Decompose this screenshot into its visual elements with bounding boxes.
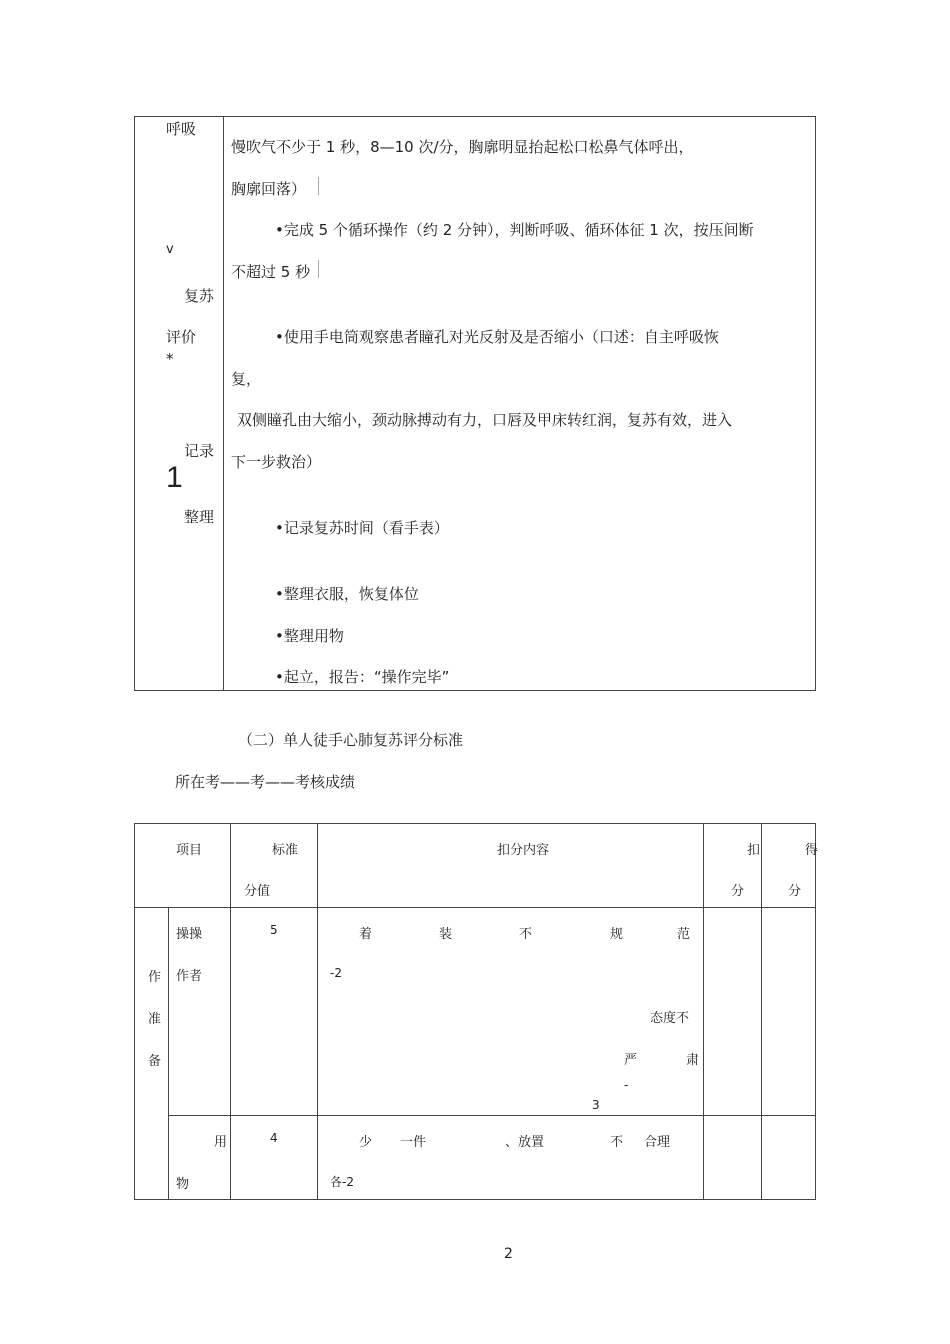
row2-text-5: 合理: [644, 1135, 671, 1150]
content-line-5: •使用手电筒观察患者瞳孔对光反射及是否缩小（口述：自主呼吸恢: [275, 328, 719, 346]
row2-value: 4: [270, 1131, 278, 1145]
row1-text-9: 肃: [686, 1053, 700, 1068]
row2-name-2: 物: [176, 1177, 190, 1192]
row1-text-10: -: [624, 1078, 629, 1092]
label-record: 记录: [184, 442, 215, 460]
row1-text-4: 规: [610, 927, 624, 942]
row2-text-1: 少: [359, 1135, 373, 1150]
header-standard-1: 标准: [272, 843, 299, 858]
content-line-1: 慢吹气不少于 1 秒，8—10 次/分，胸廓明显抬起松口松鼻气体呼出，: [231, 138, 694, 156]
label-resus: 复苏: [184, 287, 215, 305]
row1-text-8: 严: [624, 1053, 638, 1068]
row2-text-2: 一件: [400, 1135, 427, 1150]
group-char-1: 作: [148, 970, 162, 985]
header-item: 项目: [176, 843, 203, 858]
content-line-4: 不超过 5 秒: [231, 263, 311, 281]
row2-text-6: 各-2: [330, 1175, 354, 1189]
row2-text-4: 不: [610, 1135, 624, 1150]
row1-text-11: 3: [592, 1098, 600, 1112]
content-line-12: •起立，报告：“操作完毕”: [275, 668, 450, 686]
row1-value: 5: [270, 923, 278, 937]
content-line-9: •记录复苏时间（看手表）: [275, 519, 449, 537]
content-line-2: 胸廓回落）: [231, 180, 307, 198]
subtitle: 所在考——考——考核成绩: [175, 773, 356, 791]
label-number: 1: [166, 461, 183, 494]
label-v-mark: v: [166, 242, 174, 257]
row1-name-1: 操操: [176, 927, 203, 942]
row2-name-1: 用: [214, 1135, 228, 1150]
label-breathing: 呼吸: [166, 120, 197, 138]
group-char-2: 准: [148, 1012, 162, 1027]
content-line-7: 双侧瞳孔由大缩小，颈动脉搏动有力，口唇及甲床转红润，复苏有效，进入: [237, 411, 733, 429]
row1-text-5: 范: [677, 927, 691, 942]
content-line-8: 下一步救治）: [231, 453, 322, 471]
row1-text-3: 不: [519, 927, 533, 942]
header-deduct-2: 分: [731, 884, 745, 899]
content-line-3: •完成 5 个循环操作（约 2 分钟），判断呼吸、循环体征 1 次，按压间断: [275, 221, 754, 239]
label-eval: 评价: [166, 328, 197, 346]
label-tidy: 整理: [184, 508, 215, 526]
row1-text-6: -2: [330, 966, 342, 980]
row1-text-7: 态度不: [650, 1011, 690, 1026]
content-line-11: •整理用物: [275, 627, 344, 645]
content-line-10: •整理衣服，恢复体位: [275, 585, 419, 603]
header-deduct-1: 扣: [747, 843, 761, 858]
page-number: 2: [504, 1246, 513, 1262]
label-star: *: [166, 350, 174, 368]
section-title: （二）单人徒手心肺复苏评分标准: [238, 731, 464, 749]
header-score-2: 分: [788, 884, 802, 899]
row2-text-3: 、放置: [505, 1135, 545, 1150]
header-standard-2: 分值: [244, 884, 271, 899]
header-deduct-content: 扣分内容: [497, 843, 550, 858]
header-score-1: 得: [805, 843, 819, 858]
content-line-6: 复，: [231, 370, 262, 388]
row1-text-1: 着: [359, 927, 373, 942]
group-char-3: 备: [148, 1054, 162, 1069]
row1-name-2: 作者: [176, 969, 203, 984]
row1-text-2: 装: [439, 927, 453, 942]
